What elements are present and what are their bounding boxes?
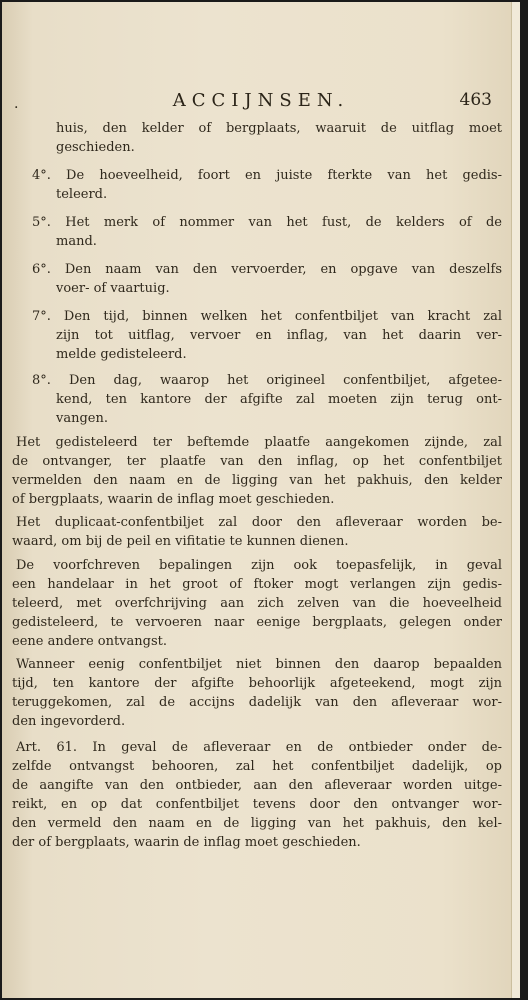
text-line: melde gedisteleerd. — [56, 347, 187, 362]
text-line: reikt, en op dat confentbiljet tevens door den ontvanger wor- — [12, 797, 502, 812]
text-line: 4°. De hoeveelheid, foort en juiste fterkte van het gedis- — [32, 168, 502, 183]
text-line: huis, den kelder of bergplaats, waaruit de uitflag moet — [56, 121, 502, 136]
text-line: Art. 61. In geval de afleveraar en de ontbieder onder de- — [16, 740, 502, 755]
text-line: teleerd. — [56, 187, 108, 202]
text-line: Het duplicaat-confentbiljet zal door den afleveraar worden be- — [16, 515, 502, 530]
text-line: mand. — [56, 234, 97, 249]
text-line: de ontvanger, ter plaatfe van den inflag, op het confentbiljet — [12, 454, 502, 469]
text-line: 8°. Den dag, waarop het origineel confentbiljet, afgetee- — [32, 373, 502, 388]
text-line: zelfde ontvangst behooren, zal het confentbiljet dadelijk, op — [12, 759, 502, 774]
text-line: den ingevorderd. — [12, 714, 126, 729]
text-line: of bergplaats, waarin de inflag moet geschieden. — [12, 492, 335, 507]
text-line: kend, ten kantore der afgifte zal moeten zijn terug ont- — [56, 392, 502, 407]
text-line: waard, om bij de peil en vifitatie te kunnen dienen. — [12, 534, 349, 549]
text-line: de aangifte van den ontbieder, aan den afleveraar worden uitge- — [12, 778, 502, 793]
header-marker: . — [14, 96, 19, 112]
text-line: Het gedisteleerd ter beftemde plaatfe aangekomen zijnde, zal — [16, 435, 502, 450]
text-line: 6°. Den naam van den vervoerder, en opgave van deszelfs — [32, 262, 502, 277]
page-header — [2, 90, 520, 112]
text-line: een handelaar in het groot of ftoker mogt verlangen zijn gedis- — [12, 577, 502, 592]
text-line: 7°. Den tijd, binnen welken het confentbiljet van kracht zal — [32, 309, 502, 324]
text-line: der of bergplaats, waarin de inflag moet geschieden. — [12, 835, 361, 850]
text-line: geschieden. — [56, 140, 135, 155]
running-head: ACCIJNSEN. — [172, 90, 350, 111]
text-line: teruggekomen, zal de accijns dadelijk van den afleveraar wor- — [12, 695, 502, 710]
text-line: De voorfchreven bepalingen zijn ook toepasfelijk, in geval — [16, 558, 502, 573]
text-line: vangen. — [56, 411, 108, 426]
page-edge — [511, 2, 520, 998]
text-line: vermelden den naam en de ligging van het pakhuis, den kelder — [12, 473, 502, 488]
text-line: tijd, ten kantore der afgifte behoorlijk afgeteekend, mogt zijn — [12, 676, 502, 691]
text-line: Wanneer eenig confentbiljet niet binnen den daarop bepaalden — [16, 657, 502, 672]
page-number: 463 — [459, 90, 492, 110]
book-page — [2, 2, 520, 998]
text-line: eene andere ontvangst. — [12, 634, 168, 649]
text-line: zijn tot uitflag, vervoer en inflag, van het daarin ver- — [56, 328, 502, 343]
text-line: voer- of vaartuig. — [56, 281, 170, 296]
text-line: gedisteleerd, te vervoeren naar eenige bergplaats, gelegen onder — [12, 615, 502, 630]
text-line: teleerd, met overfchrijving aan zich zelven van die hoeveelheid — [12, 596, 502, 611]
text-line: den vermeld den naam en de ligging van het pakhuis, den kel- — [12, 816, 502, 831]
text-line: 5°. Het merk of nommer van het fust, de kelders of de — [32, 215, 502, 230]
